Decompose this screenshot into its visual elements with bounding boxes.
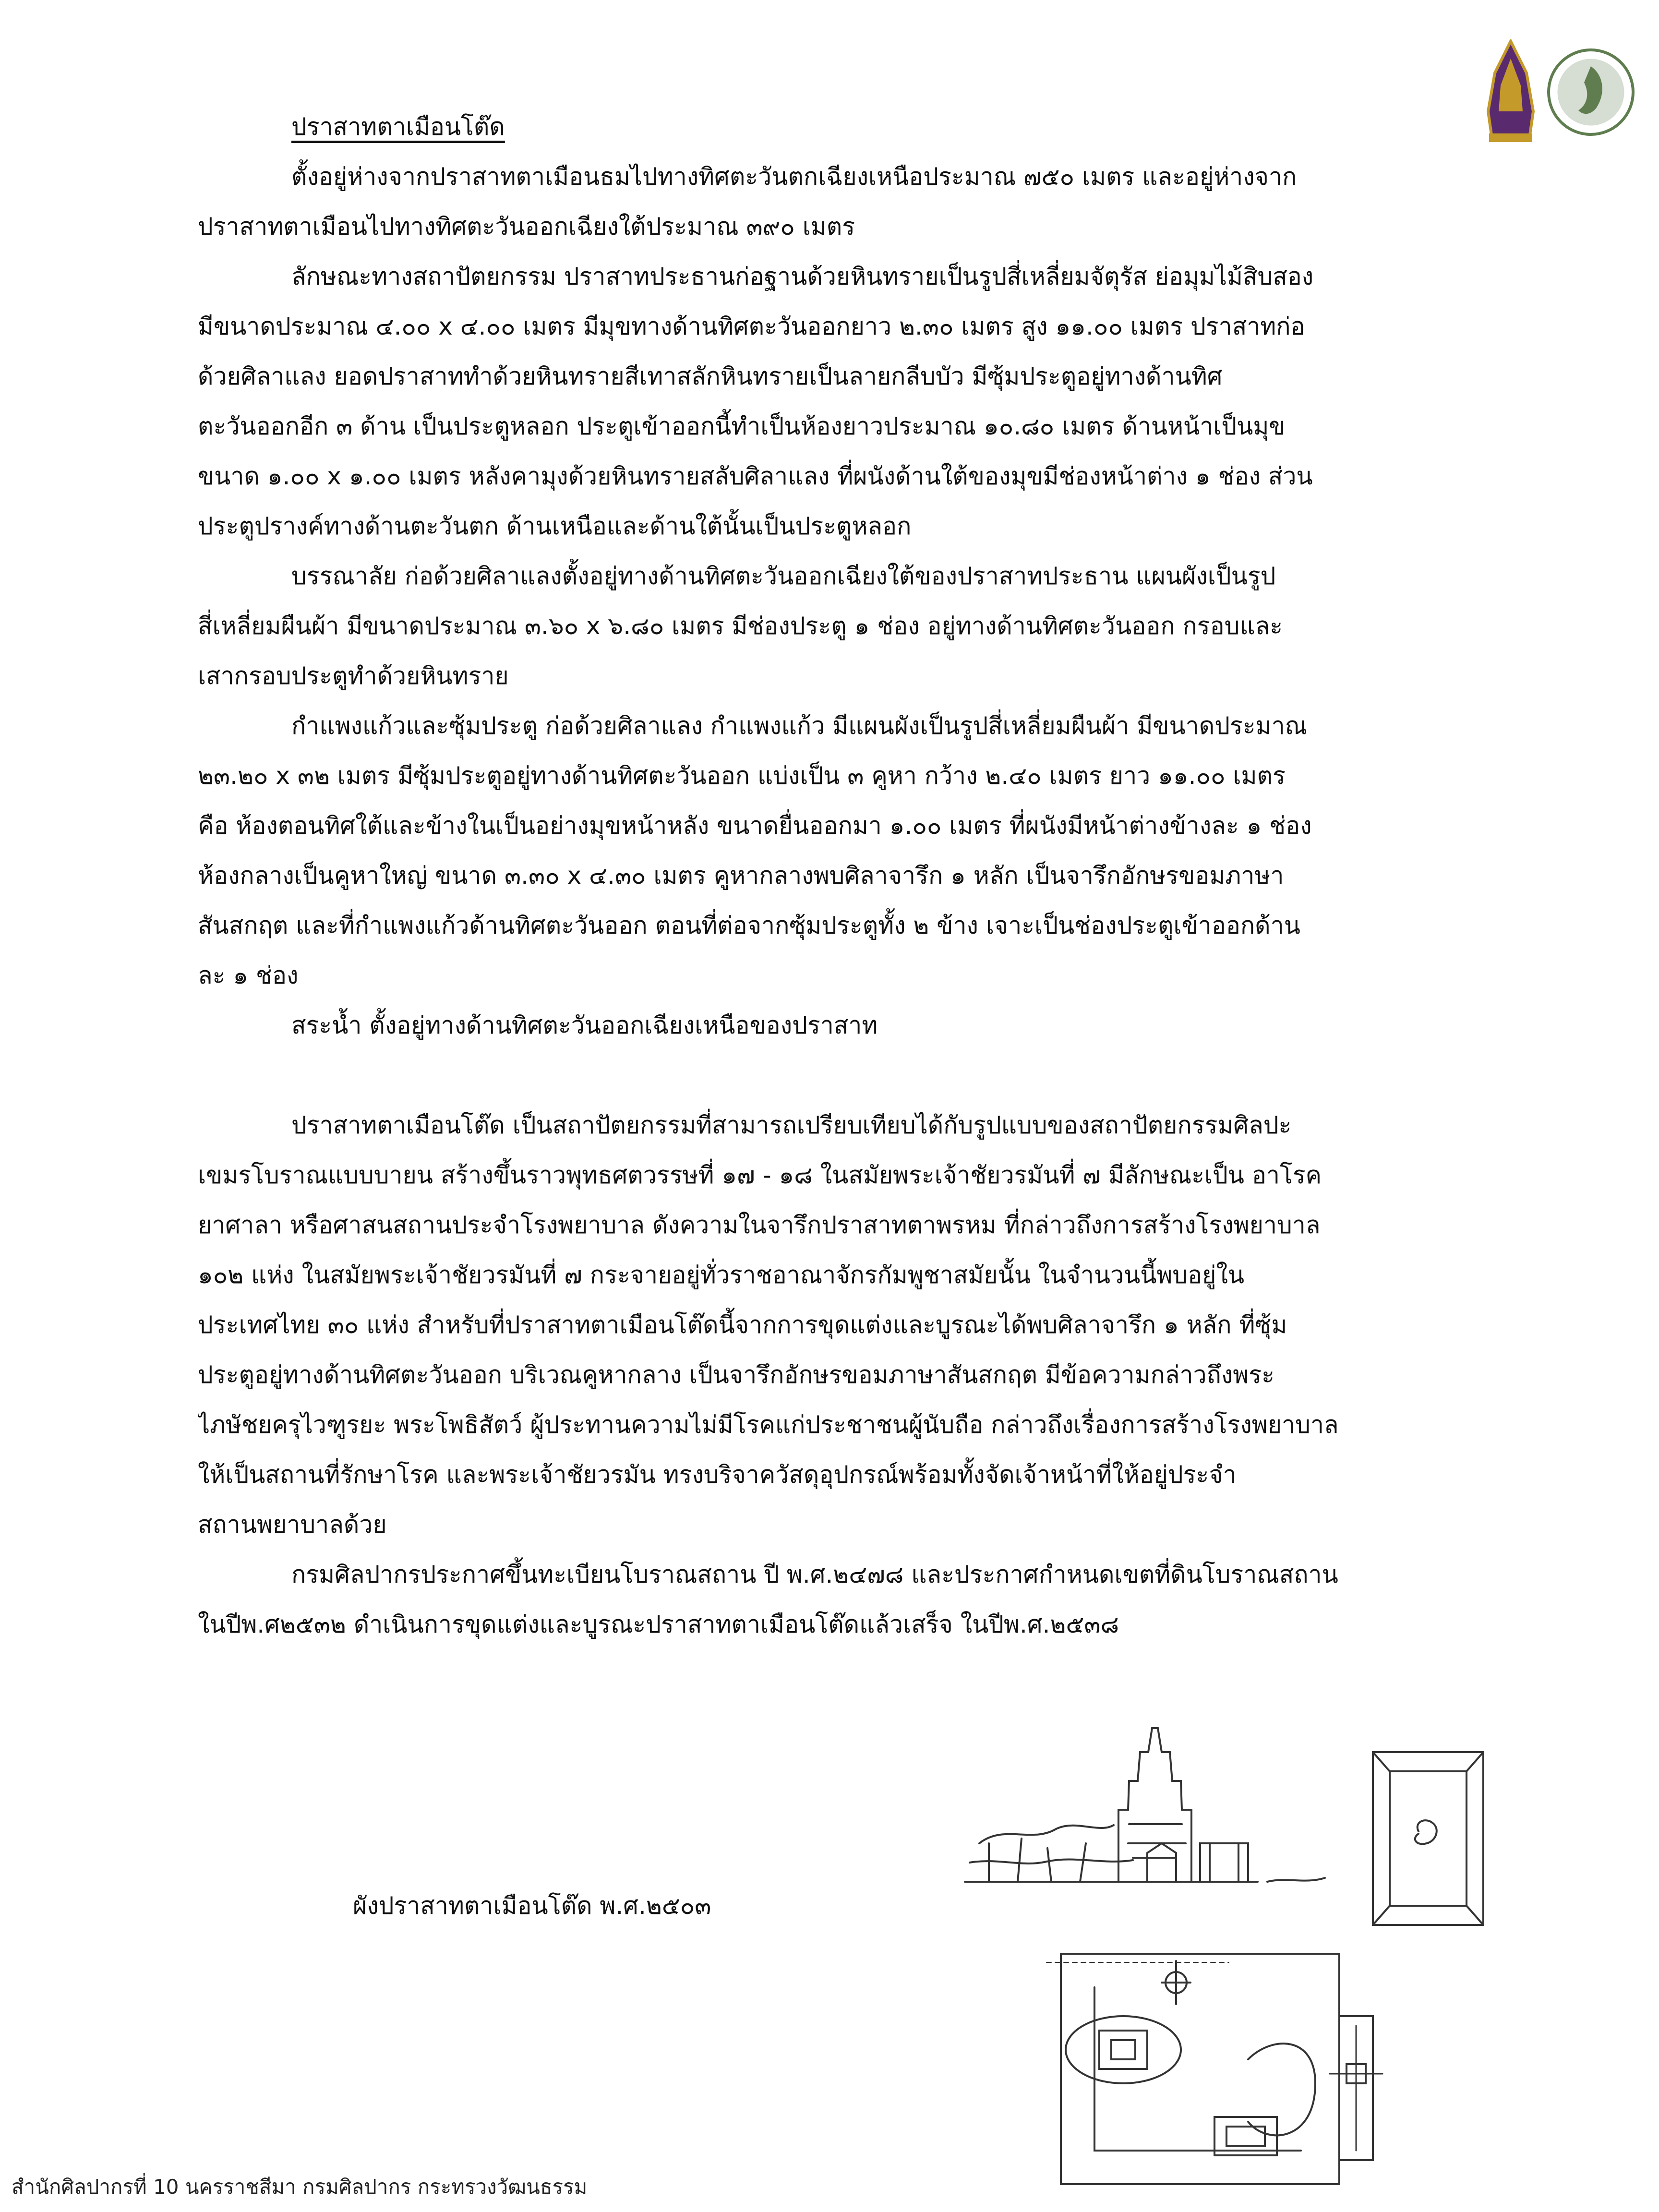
paragraph-line: ปราสาทตาเมือนโต๊ด เป็นสถาปัตยกรรมที่สามารถเปรียบเทียบได้กับรูปแบบของสถาปัตยกรรมศิลปะ bbox=[291, 1111, 1292, 1139]
paragraph-line: ห้องกลางเป็นคูหาใหญ่ ขนาด ๓.๓๐ x ๔.๓๐ เมตร คูหากลางพบศิลาจารึก ๑ หลัก เป็นจารึกอักษรขอมภาษา bbox=[198, 862, 1284, 890]
paragraph-line: กำแพงแก้วและซุ้มประตู ก่อด้วยศิลาแลง กำแพงแก้ว มีแผนผังเป็นรูปสี่เหลี่ยมผืนผ้า มีขนาดประมาณ bbox=[291, 712, 1308, 740]
paragraph-line: สันสกฤต และที่กำแพงแก้วด้านทิศตะวันออก ตอนที่ต่อจากซุ้มประตูทั้ง ๒ ข้าง เจาะเป็นช่องประตูเข้าออกด้าน bbox=[198, 912, 1300, 939]
paragraph-line: คือ ห้องตอนทิศใต้และข้างในเป็นอย่างมุขหน้าหลัง ขนาดยื่นออกมา ๑.๐๐ เมตร ที่ผนังมีหน้าต่างข้างละ ๑ ช่อง bbox=[198, 812, 1312, 840]
paragraph-line: ประเทศไทย ๓๐ แห่ง สำหรับที่ปราสาทตาเมือนโต๊ดนี้จากการขุดแต่งและบูรณะได้พบศิลาจารึก ๑ หลัก ที่ซุ้ม bbox=[198, 1311, 1287, 1339]
paragraph-line: กรมศิลปากรประกาศขึ้นทะเบียนโบราณสถาน ปี พ.ศ.๒๔๗๘ และประกาศกำหนดเขตที่ดินโบราณสถาน bbox=[291, 1561, 1338, 1588]
footer-text: สำนักศิลปากรที่ 10 นครราชสีมา กรมศิลปากร กระทรวงวัฒนธรรม bbox=[12, 2175, 588, 2199]
figure-caption: ผังปราสาทตาเมือนโต๊ด พ.ศ.๒๕๐๓ bbox=[353, 1892, 711, 1920]
paragraph-line: ปราสาทตาเมือนไปทางทิศตะวันออกเฉียงใต้ประมาณ ๓๙๐ เมตร bbox=[198, 213, 855, 240]
paragraph-line: ไภษัชยครุไวฑูรยะ พระโพธิสัตว์ ผู้ประทานความไม่มีโรคแก่ประชาชนผู้นับถือ กล่าวถึงเรื่องการสร้างโรงพยาบาล bbox=[198, 1411, 1339, 1439]
paragraph-line: สถานพยาบาลด้วย bbox=[198, 1511, 387, 1539]
paragraph-line: ลักษณะทางสถาปัตยกรรม ปราสาทประธานก่อฐานด้วยหินทรายเป็นรูปสี่เหลี่ยมจัตุรัส ย่อมุมไม้สิบสอง bbox=[291, 263, 1314, 290]
paragraph-line: ๒๓.๒๐ x ๓๒ เมตร มีซุ้มประตูอยู่ทางด้านทิศตะวันออก แบ่งเป็น ๓ คูหา กว้าง ๒.๔๐ เมตร ยาว ๑๑.๐๐ เมตร bbox=[198, 762, 1286, 790]
paragraph-line: ตั้งอยู่ห่างจากปราสาทตาเมือนธมไปทางทิศตะวันตกเฉียงเหนือประมาณ ๗๕๐ เมตร และอยู่ห่างจาก bbox=[291, 163, 1297, 191]
paragraph-line: ตะวันออกอีก ๓ ด้าน เป็นประตูหลอก ประตูเข้าออกนี้ทำเป็นห้องยาวประมาณ ๑๐.๘๐ เมตร ด้านหน้าเป็นมุข bbox=[198, 412, 1286, 440]
paragraph-line: ยาศาลา หรือศาสนสถานประจำโรงพยาบาล ดังความในจารึกปราสาทตาพรหม ที่กล่าวถึงการสร้างโรงพยาบาล bbox=[198, 1211, 1321, 1239]
paragraph-line: ให้เป็นสถานที่รักษาโรค และพระเจ้าชัยวรมัน ทรงบริจาควัสดุอุปกรณ์พร้อมทั้งจัดเจ้าหน้าที่ให้อยู่ประจำ bbox=[198, 1461, 1237, 1489]
paragraph-line: ประตูอยู่ทางด้านทิศตะวันออก บริเวณคูหากลาง เป็นจารึกอักษรขอมภาษาสันสกฤต มีข้อความกล่าวถึงพระ bbox=[198, 1361, 1274, 1389]
paragraph-line: สี่เหลี่ยมผืนผ้า มีขนาดประมาณ ๓.๖๐ x ๖.๘๐ เมตร มีช่องประตู ๑ ช่อง อยู่ทางด้านทิศตะวันออก กรอบและ bbox=[198, 612, 1283, 640]
prasat-site-plan-sketch bbox=[1046, 1939, 1431, 2199]
regional-office-seal-logo bbox=[1547, 48, 1635, 136]
paragraph-line: มีขนาดประมาณ ๔.๐๐ x ๔.๐๐ เมตร มีมุขทางด้านทิศตะวันออกยาว ๒.๓๐ เมตร สูง ๑๑.๐๐ เมตร ปราสาทก่อ bbox=[198, 313, 1305, 340]
paragraph-line: เขมรโบราณแบบบายน สร้างขึ้นราวพุทธศตวรรษที่ ๑๗ - ๑๘ ในสมัยพระเจ้าชัยวรมันที่ ๗ มีลักษณะเป็น อาโรค bbox=[198, 1161, 1322, 1189]
paragraph-line: เสากรอบประตูทำด้วยหินทราย bbox=[198, 662, 509, 690]
paragraph-line: ละ ๑ ช่อง bbox=[198, 962, 299, 989]
paragraph-line: ๑๐๒ แห่ง ในสมัยพระเจ้าชัยวรมันที่ ๗ กระจายอยู่ทั่วราชอาณาจักรกัมพูชาสมัยนั้น ในจำนวนนี้พบอยู่ใน bbox=[198, 1261, 1245, 1289]
paragraph-line: ในปีพ.ศ๒๕๓๒ ดำเนินการขุดแต่งและบูรณะปราสาทตาเมือนโต๊ดแล้วเสร็จ ในปีพ.ศ.๒๕๓๘ bbox=[198, 1611, 1119, 1638]
document-body bbox=[198, 102, 1513, 1649]
paragraph-gap bbox=[198, 1050, 1513, 1100]
paragraph-line: ขนาด ๑.๐๐ x ๑.๐๐ เมตร หลังคามุงด้วยหินทรายสลับศิลาแลง ที่ผนังด้านใต้ของมุขมีช่องหน้าต่าง ๑ ช่อง ส่วน bbox=[198, 462, 1313, 490]
paragraph-line: ด้วยศิลาแลง ยอดปราสาททำด้วยหินทรายสีเทาสลักหินทรายเป็นลายกลีบบัว มีซุ้มประตูอยู่ทางด้านทิศ bbox=[198, 362, 1223, 390]
document-title: ปราสาทตาเมือนโต๊ด bbox=[291, 113, 505, 141]
paragraph-line: ประตูปรางค์ทางด้านตะวันตก ด้านเหนือและด้านใต้นั้นเป็นประตูหลอก bbox=[198, 512, 912, 540]
paragraph-line: สระน้ำ ตั้งอยู่ทางด้านทิศตะวันออกเฉียงเหนือของปราสาท bbox=[291, 1011, 878, 1039]
paragraph-line: บรรณาลัย ก่อด้วยศิลาแลงตั้งอยู่ทางด้านทิศตะวันออกเฉียงใต้ของปราสาทประธาน แผนผังเป็นรูป bbox=[291, 562, 1276, 590]
